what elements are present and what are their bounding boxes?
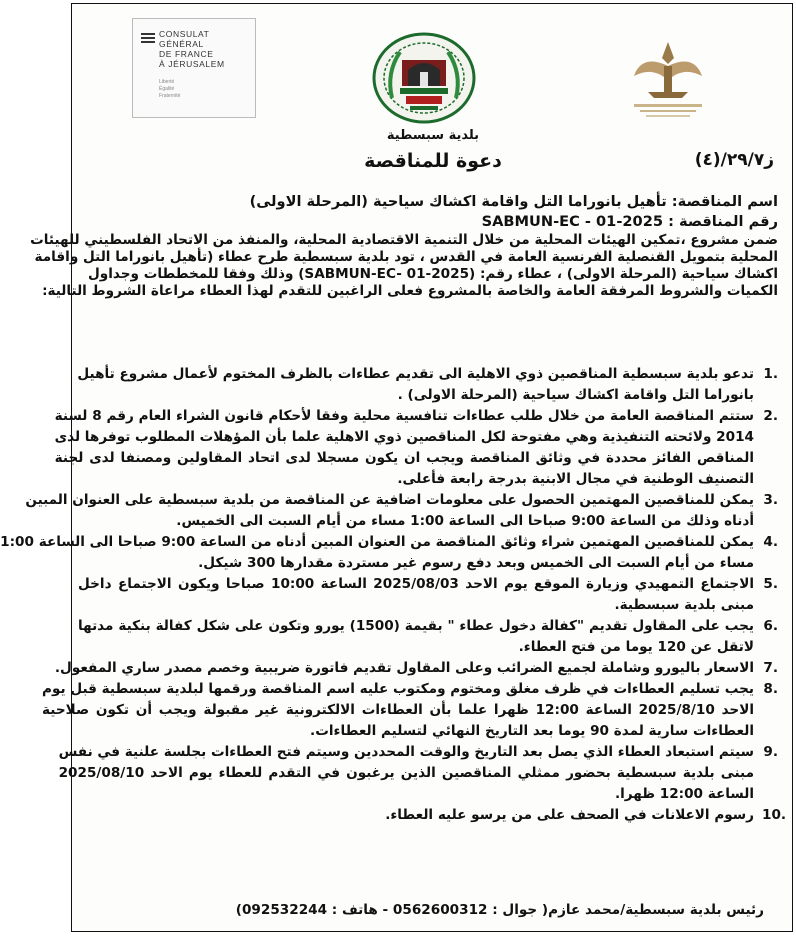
condition-text bbox=[78, 805, 754, 826]
condition-number: 6. bbox=[763, 618, 778, 634]
condition-number: 9. bbox=[763, 744, 778, 760]
condition-number: 3. bbox=[763, 492, 778, 508]
condition-line: الاحد 2025/8/10 الساعة 12:00 ظهرا علما بأن العطاءات الالكترونية غير مقبولة ويجب أن تكون صلاحية bbox=[42, 702, 754, 718]
condition-number: 1. bbox=[763, 366, 778, 382]
municipality-name: بلدية سبسطية bbox=[386, 128, 480, 143]
intro-line: المحلية بتمويل القنصلية الفرنسية العامة في القدس ، تود بلدية سبسطية طرح عطاء (تأهيل بانوراما التل واقامة bbox=[34, 249, 778, 265]
condition-line: ستتم المناقصة العامة من خلال طلب عطاءات تنافسية محلية وفقا لأحكام قانون الشراء العام رقم 8 لسنة bbox=[54, 408, 754, 424]
condition-item bbox=[25, 490, 778, 532]
condition-item bbox=[0, 532, 778, 574]
consulate-logo bbox=[132, 18, 256, 118]
signature-line: رئيس بلدية سبسطية/محمد عازم( جوال : 0562600312 - هاتف : 092532244) bbox=[235, 902, 764, 918]
condition-number: 7. bbox=[763, 660, 778, 676]
condition-text bbox=[55, 658, 754, 679]
condition-line: يجب تسليم العطاءات في ظرف مغلق ومختوم ومكتوب عليه اسم المناقصة ورقمها لبلدية سبسطية قبل يوم bbox=[42, 681, 754, 697]
condition-line: المناقص الفائز محددة في وثائق المناقصة ويجب ان يكون مسجلا لدى اتحاد المقاولين ومصنفا لدى لجنة bbox=[54, 450, 754, 466]
condition-text bbox=[42, 679, 754, 742]
condition-number: 2. bbox=[763, 408, 778, 424]
condition-line: مبنى بلدية سبسطية. bbox=[614, 597, 754, 613]
consulate-text-line: CONSULAT bbox=[159, 29, 210, 39]
consulate-motto-line: Liberté bbox=[159, 79, 175, 85]
condition-item bbox=[58, 742, 778, 805]
tender-number-label: رقم المناقصة : bbox=[668, 213, 778, 230]
french-republic-mark-icon bbox=[141, 33, 155, 45]
condition-line: مبنى بلدية سبسطية بحضور ممثلي المناقصين الذين يرغبون في التقدم للعطاء يوم الاحد 2025/08/10 bbox=[58, 765, 754, 781]
condition-line: يمكن للمناقصين المهتمين الحصول على معلومات اضافية عن المناقصة من بلدية سبسطية على العنوان المبين bbox=[25, 492, 754, 508]
condition-line: العطاءات سارية لمدة 90 يوما بعد التاريخ النهائي لتسليم العطاءات. bbox=[310, 723, 754, 739]
tender-name: اسم المناقصة: تأهيل بانوراما التل واقامة اكشاك سياحية (المرحلة الاولى) bbox=[249, 193, 778, 210]
federation-logo-icon bbox=[620, 36, 716, 122]
condition-line: يجب على المقاول تقديم "كفالة دخول عطاء " بقيمة (1500) يورو وتكون على شكل كفالة بنكية مدتها bbox=[78, 618, 754, 634]
condition-text bbox=[77, 364, 754, 406]
intro-line: اكشاك سياحية (المرحلة الاولى) ، عطاء رقم: (SABMUN-EC- 01-2025) وذلك وفقا للمخططات وجداول bbox=[88, 266, 778, 282]
tender-announcement-page bbox=[0, 3, 793, 932]
condition-item bbox=[42, 679, 778, 742]
municipality-emblem-icon bbox=[370, 28, 478, 126]
condition-line: 2014 ولائحته التنفيذية وهي مفتوحة لكل المناقصين ذوي الاهلية علما بأن المؤهلات المطلوب توفرها لدى bbox=[54, 429, 754, 445]
condition-text bbox=[0, 532, 754, 574]
condition-text bbox=[59, 742, 754, 805]
condition-line: بانوراما التل واقامة اكشاك سياحية (المرحلة الاولى) . bbox=[397, 387, 754, 403]
consulate-text-line: GÉNÉRAL bbox=[159, 39, 204, 49]
consulate-motto bbox=[159, 79, 219, 100]
condition-number: 8. bbox=[763, 681, 778, 697]
condition-text bbox=[25, 490, 754, 532]
intro-line: ضمن مشروع ،تمكين الهيئات المحلية من خلال التنمية الاقتصادية المحلية، والمنفذ من الاتحاد الفلسطيني للهيئات bbox=[30, 232, 778, 248]
condition-text bbox=[78, 616, 754, 658]
tender-intro bbox=[30, 192, 778, 300]
condition-line: رسوم الاعلانات في الصحف على من يرسو عليه العطاء. bbox=[385, 807, 754, 823]
condition-line: الاجتماع التمهيدي وزيارة الموقع يوم الاحد 2025/08/03 الساعة 10:00 صباحا ويكون الاجتماع داخل bbox=[78, 576, 755, 592]
condition-item bbox=[78, 805, 787, 826]
condition-item bbox=[78, 616, 778, 658]
consulate-logo-text bbox=[159, 29, 251, 69]
page-title: دعوة للمناقصة bbox=[364, 150, 502, 172]
condition-item bbox=[54, 658, 778, 679]
condition-number: 4. bbox=[763, 534, 778, 550]
condition-line: الساعة 12:00 ظهرا. bbox=[614, 786, 754, 802]
tender-number: SABMUN-EC - 01-2025 bbox=[481, 213, 664, 230]
condition-line: الاسعار باليورو وشاملة لجميع الضرائب وعلى المقاول تقديم فاتورة ضريبية وخصم مصدر ساري المفعول. bbox=[54, 660, 754, 676]
reference-number: ز٢٩/٧/(٤) bbox=[694, 150, 774, 170]
condition-line: أدناه وذلك من الساعة 9:00 صباحا الى الساعة 1:00 مساء من أيام السبت الى الخميس. bbox=[176, 513, 754, 529]
tender-number-line bbox=[88, 212, 778, 232]
consulate-motto-line: Égalité bbox=[159, 86, 175, 92]
condition-number: 5. bbox=[763, 576, 778, 592]
condition-line: مساء من أيام السبت الى الخميس وبعد دفع رسوم غير مستردة مقدارها 300 شيكل. bbox=[198, 555, 754, 571]
intro-line: الكميات والشروط المرفقة العامة والخاصة بالمشروع فعلى الراغبين للتقدم لهذا العطاء مراعاة الشروط التالية: bbox=[42, 283, 778, 299]
condition-item bbox=[78, 364, 778, 406]
condition-line: يمكن للمناقصين المهتمين شراء وثائق المناقصة من العنوان المبين أدناه من الساعة 9:00 صباحا الى الساعة 1:00 bbox=[0, 534, 754, 550]
condition-text bbox=[78, 574, 754, 616]
consulate-motto-line: Fraternité bbox=[159, 93, 181, 99]
condition-text bbox=[55, 406, 754, 490]
condition-line: لاتقل عن 120 يوما من فتح العطاء. bbox=[518, 639, 754, 655]
condition-item bbox=[78, 574, 778, 616]
condition-line: تدعو بلدية سبسطية المناقصين ذوي الاهلية الى تقديم عطاءات بالظرف المختوم لأعمال مشروع تأهيل bbox=[77, 366, 754, 382]
condition-number: 10. bbox=[762, 807, 787, 823]
consulate-text-line: À JÉRUSALEM bbox=[159, 59, 225, 69]
consulate-text-line: DE FRANCE bbox=[159, 49, 214, 59]
conditions-list bbox=[0, 364, 787, 826]
condition-line: سيتم استبعاد العطاء الذي يصل بعد التاريخ والوقت المحددين وسيتم فتح العطاءات بجلسة علنية في نفس bbox=[58, 744, 754, 760]
condition-item bbox=[54, 406, 778, 490]
condition-line: التصنيف الوطنية في مجال الابنية بدرجة رابعة فأعلى. bbox=[397, 471, 754, 487]
